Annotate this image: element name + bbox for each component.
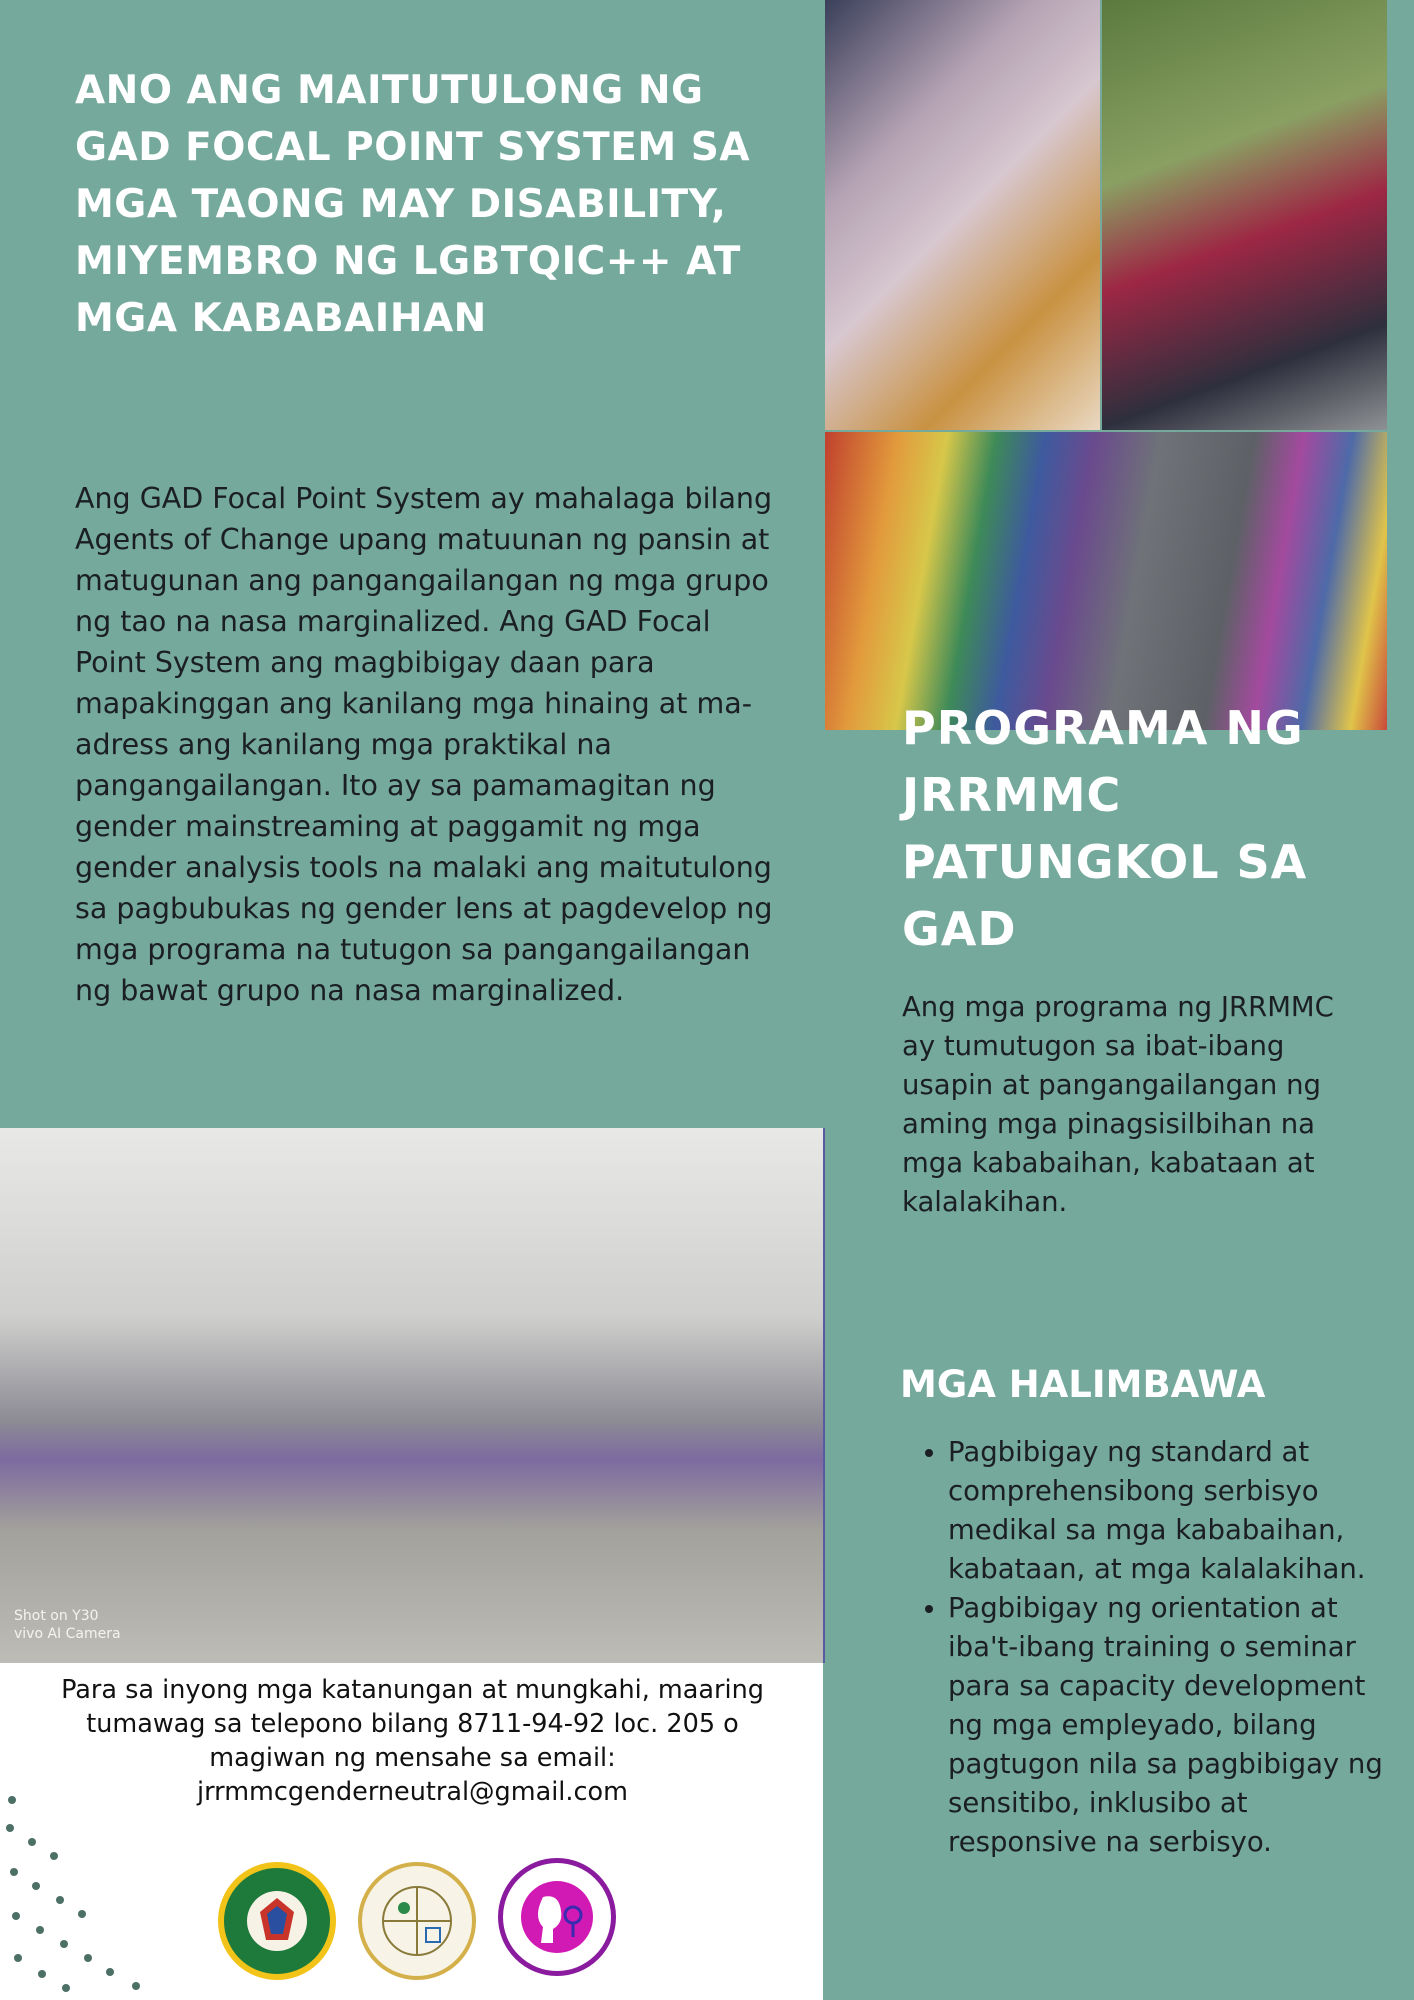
contact-email[interactable]: jrrmmcgenderneutral@gmail.com — [197, 1777, 628, 1807]
program-title — [902, 695, 1362, 963]
list-item: • Pagbibigay ng orientation at iba't-ibang training o seminar para sa capacity development ng mga empleyado, bilang pagtugon nila sa pagbibigay ng sensitibo, inklusibo at responsive na serbisyo. — [948, 1589, 1388, 1862]
main-title-line: MIYEMBRO NG LGBTQIC++ AT — [75, 239, 741, 284]
contact-line: Para sa inyong mga katanungan at mungkahi, maaring — [61, 1675, 764, 1705]
photo-caption-line: Shot on Y30 — [14, 1608, 99, 1624]
program-text: Ang mga programa ng JRRMMC ay tumutugon sa ibat-ibang usapin at pangangailangan ng aming mga pinagsisilbihan na mga kababaihan, kabataan at kalalakihan. — [902, 991, 1334, 1218]
photo-collage — [825, 0, 1387, 730]
contact-line: tumawag sa telepono bilang 8711-94-92 loc. 205 o — [86, 1709, 739, 1739]
program-title-line: GAD — [902, 902, 1017, 956]
photo-caption-line: vivo AI Camera — [14, 1626, 121, 1642]
photo-caption — [14, 1607, 121, 1643]
intro-paragraph: Ang GAD Focal Point System ay mahalaga bilang Agents of Change upang matuunan ng pansin at matugunan ang pangangailangan ng mga grupo ng tao na nasa marginalized. Ang GAD Focal Point System ang magbibigay daan para mapakinggan ang kanilang mga hinaing at ma-adress ang kanilang mga praktikal na pangangailangan. Ito ay sa pamamagitan ng gender mainstreaming at paggamit ng mga gender analysis tools na malaki ang maitutulong sa pagbubukas ng gender lens at pagdevelop ng mga programa na tutugon sa pangangailangan ng bawat grupo na nasa marginalized. — [75, 482, 773, 1007]
list-item: • Pagbibigay ng standard at comprehensibong serbisyo medikal sa mga kababaihan, kabataan, at mga kalalakihan. — [948, 1433, 1388, 1589]
contact-line: magiwan ng mensahe sa email: — [209, 1743, 616, 1773]
gad-logo-icon — [498, 1858, 616, 1976]
contact-text — [40, 1673, 785, 1809]
examples-title: MGA HALIMBAWA — [900, 1363, 1266, 1406]
program-title-line: PATUNGKOL SA — [902, 835, 1308, 889]
main-title-line: MGA TAONG MAY DISABILITY, — [75, 182, 727, 227]
main-title-line: ANO ANG MAITUTULONG NG — [75, 68, 704, 113]
main-title — [75, 62, 765, 347]
group-photo — [0, 1128, 825, 1663]
examples-list — [910, 1433, 1388, 1862]
main-title-line: GAD FOCAL POINT SYSTEM SA — [75, 125, 751, 170]
mannequins-photo — [825, 0, 1100, 430]
doh-seal-icon — [218, 1862, 336, 1980]
rainbow-hands-photo — [825, 432, 1387, 730]
decorative-dots — [0, 1790, 160, 2000]
program-title-line: PROGRAMA NG — [902, 701, 1304, 755]
wheelchair-user-photo — [1102, 0, 1387, 430]
jrrmmc-seal-icon — [358, 1862, 476, 1980]
main-title-line: MGA KABABAIHAN — [75, 296, 487, 341]
program-title-line: JRRMMC — [902, 768, 1122, 822]
